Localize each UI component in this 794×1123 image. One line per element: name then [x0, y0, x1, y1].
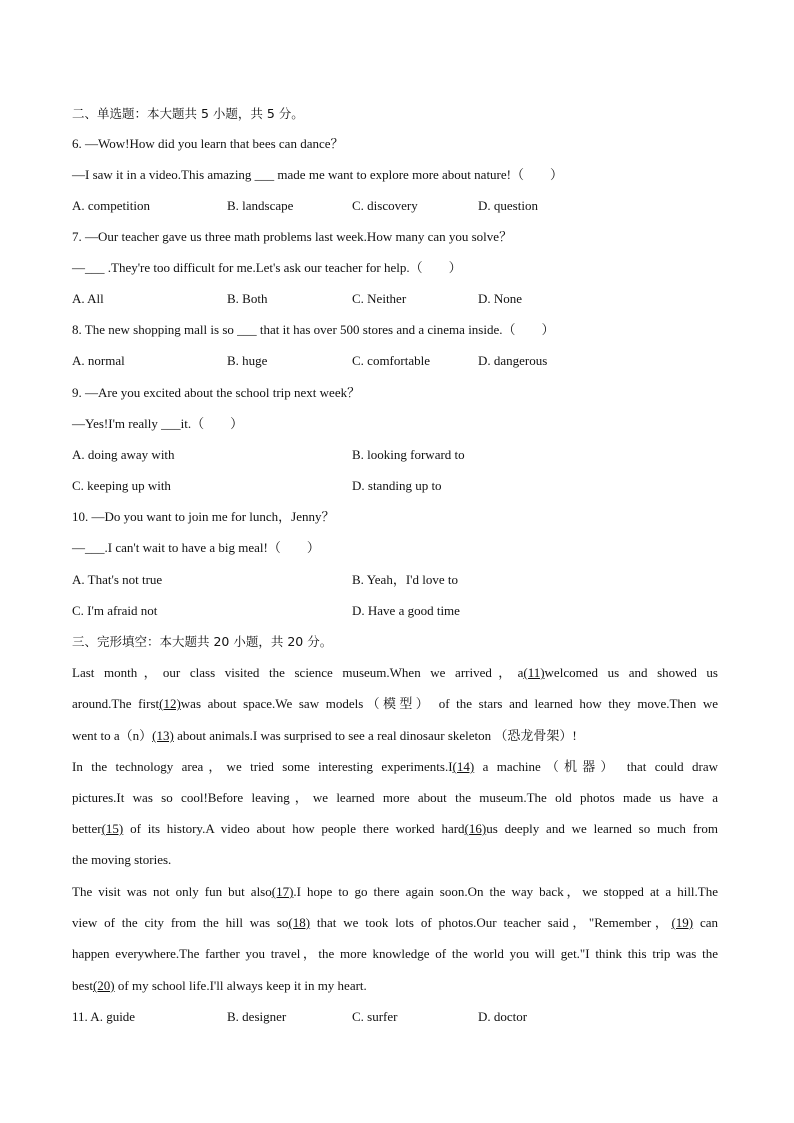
question-7-answer-line: —___ .They're too difficult for me.Let's ask our teacher for help.（ ）: [72, 260, 462, 275]
question-7-stem: 7. —Our teacher gave us three math problems last week.How many can you solve？: [72, 229, 513, 244]
passage-text: around.The first: [72, 696, 160, 711]
passage-line: [72, 882, 718, 902]
question-6-answer-line: —I saw it in a video.This amazing ___ made me want to explore more about nature!（ ）: [72, 167, 563, 182]
option-c[interactable]: C. keeping up with: [72, 478, 171, 493]
option-a[interactable]: A. competition: [72, 198, 150, 213]
passage-text: went to a（n）: [72, 728, 153, 743]
option-a[interactable]: A. All: [72, 291, 104, 306]
question-9-answer-line: —Yes!I'm really ___it.（ ）: [72, 416, 244, 431]
question-6-options: [72, 196, 722, 216]
question-6-stem: 6. —Wow!How did you learn that bees can dance？: [72, 136, 344, 151]
option-b[interactable]: B. designer: [227, 1009, 287, 1024]
passage-text: happen everywhere.The farther you travel，the more knowledge of the world you will get."I think this trip was the: [72, 946, 718, 961]
option-c[interactable]: C. discovery: [352, 198, 418, 213]
passage-text: of its history.A video about how people there worked hard: [123, 821, 465, 836]
passage-line: [72, 788, 718, 808]
question-9-stem: 9. —Are you excited about the school trip next week？: [72, 385, 361, 400]
question-9-options-row-2: [72, 476, 722, 496]
option-a[interactable]: 11. A. guide: [72, 1009, 136, 1024]
question-9-options-row-1: [72, 445, 722, 465]
option-c[interactable]: C. surfer: [352, 1009, 398, 1024]
blank-number: (12): [159, 696, 181, 711]
question-8-stem: 8. The new shopping mall is so ___ that it has over 500 stores and a cinema inside.（ ）: [72, 322, 555, 337]
passage-line: [72, 757, 718, 777]
section-2-heading: 二、单选题：本大题共 5 小题，共 5 分。: [72, 106, 304, 121]
option-d[interactable]: D. doctor: [478, 1009, 528, 1024]
option-a[interactable]: A. normal: [72, 353, 125, 368]
question-10-options-row-1: [72, 570, 722, 590]
passage-line: [72, 663, 718, 683]
blank-number: (16): [464, 821, 487, 836]
blank-number: (14): [452, 759, 475, 774]
option-b[interactable]: B. landscape: [227, 198, 294, 213]
blank-number: (17): [271, 884, 294, 899]
passage-text: best: [72, 978, 93, 993]
passage-text: can: [693, 915, 718, 930]
option-d[interactable]: D. dangerous: [478, 353, 548, 368]
question-10-stem: 10. —Do you want to join me for lunch，Jenny？: [72, 509, 335, 524]
option-d[interactable]: D. None: [478, 291, 523, 306]
question-10-answer-line: —___.I can't wait to have a big meal!（ ）: [72, 540, 320, 555]
passage-text: .I hope to go there again soon.On the way back，we stopped at a hill.The: [293, 884, 719, 899]
passage-text: was about space.We saw models（模型） of the stars and learned how they move.Then we: [180, 696, 718, 711]
passage-line: [72, 944, 718, 964]
passage-line: [72, 819, 718, 839]
passage-text: that we took lots of photos.Our teacher said，"Remember，: [310, 915, 672, 930]
option-d[interactable]: D. Have a good time: [352, 603, 460, 618]
blank-number: (18): [288, 915, 311, 930]
passage-text: better: [72, 821, 102, 836]
passage-text: us deeply and we learned so much from: [486, 821, 718, 836]
passage-text: view of the city from the hill was so: [72, 915, 289, 930]
passage-line: [72, 726, 577, 746]
option-c[interactable]: C. I'm afraid not: [72, 603, 158, 618]
option-b[interactable]: B. Both: [227, 291, 268, 306]
blank-number: (15): [101, 821, 124, 836]
blank-number: (13): [152, 728, 174, 743]
passage-line: [72, 694, 718, 714]
option-b[interactable]: B. huge: [227, 353, 268, 368]
passage-text: about animals.I was surprised to see a real dinosaur skeleton （恐龙骨架）!: [173, 728, 577, 743]
question-8-options: [72, 351, 722, 371]
option-c[interactable]: C. Neither: [352, 291, 407, 306]
option-b[interactable]: B. Yeah，I'd love to: [352, 572, 458, 587]
blank-number: (11): [523, 665, 545, 680]
question-7-options: [72, 289, 722, 309]
blank-number: (19): [671, 915, 694, 930]
passage-line: [72, 850, 171, 870]
option-a[interactable]: A. That's not true: [72, 572, 163, 587]
option-d[interactable]: D. question: [478, 198, 538, 213]
passage-text: of my school life.I'll always keep it in my heart.: [114, 978, 367, 993]
passage-text: welcomed us and showed us: [544, 665, 718, 680]
passage-text: a machine（机器） that could draw: [474, 759, 719, 774]
question-11-options: [72, 1007, 722, 1027]
passage-text: In the technology area，we tried some interesting experiments.I: [72, 759, 453, 774]
passage-line: [72, 913, 718, 933]
passage-text: pictures.It was so cool!Before leaving，we learned more about the museum.The old photos made us have a: [72, 790, 718, 805]
section-3-heading: 三、完形填空：本大题共 20 小题，共 20 分。: [72, 634, 333, 649]
option-d[interactable]: D. standing up to: [352, 478, 442, 493]
blank-number: (20): [92, 978, 115, 993]
passage-line: [72, 976, 367, 996]
question-10-options-row-2: [72, 601, 722, 621]
passage-text: Last month，our class visited the science museum.When we arrived，a: [72, 665, 524, 680]
option-c[interactable]: C. comfortable: [352, 353, 430, 368]
passage-text: The visit was not only fun but also: [72, 884, 272, 899]
passage-text: the moving stories.: [72, 852, 172, 867]
option-a[interactable]: A. doing away with: [72, 447, 175, 462]
option-b[interactable]: B. looking forward to: [352, 447, 465, 462]
